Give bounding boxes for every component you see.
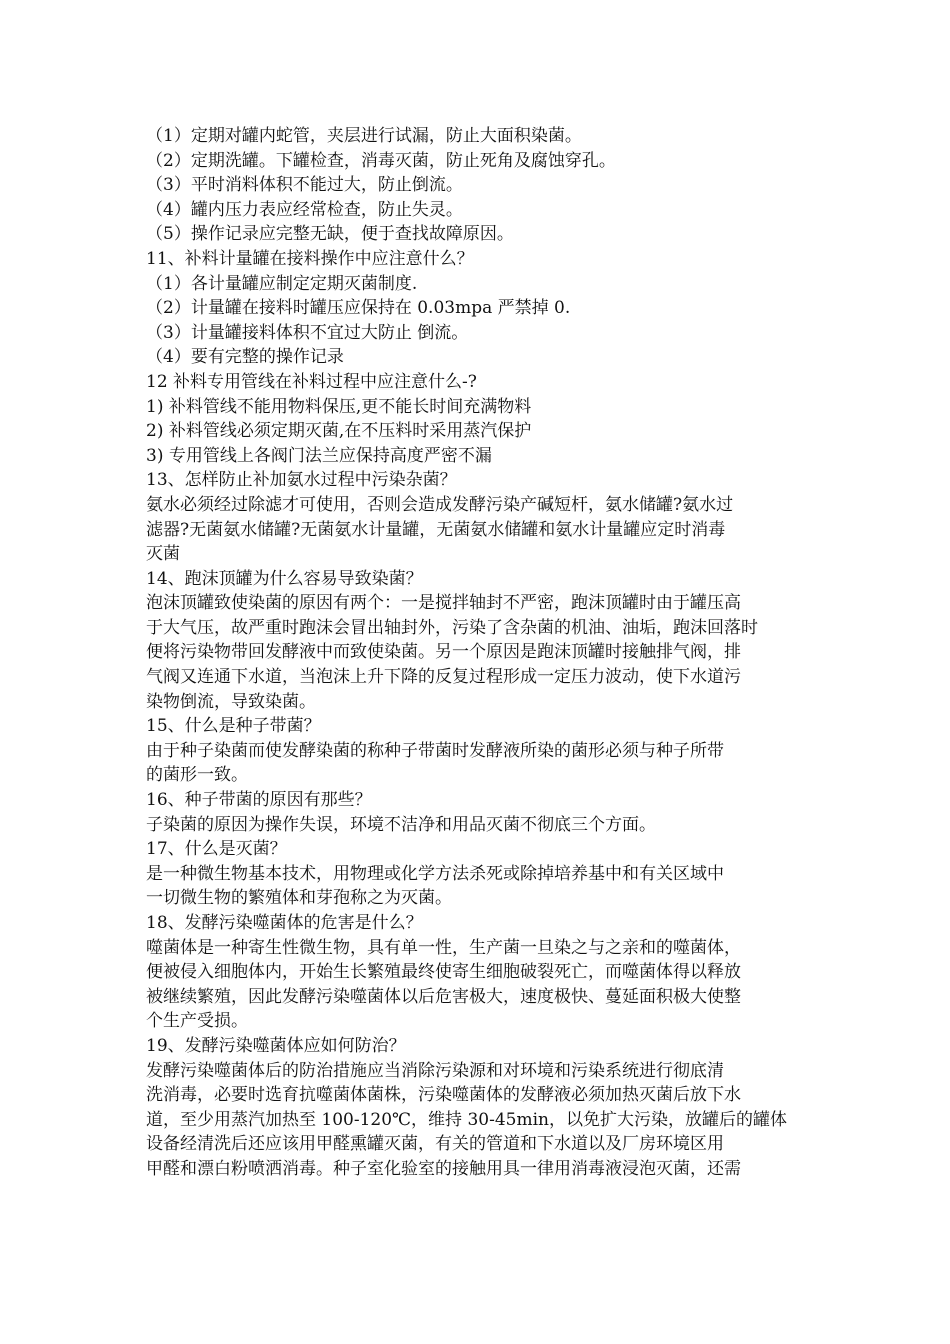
list-item: （1）各计量罐应制定定期灭菌制度. [146,273,418,294]
answer-paragraph [146,936,806,1034]
paragraph-line: 噬菌体是一种寄生性微生物，具有单一性，生产菌一旦染之与之亲和的噬菌体， [146,937,741,958]
list-item: （2）计量罐在接料时罐压应保持在 0.03mpa 严禁掉 0. [146,298,571,319]
answer-paragraph [146,862,806,911]
list-item: （1）定期对罐内蛇管，夹层进行试漏，防止大面积染菌。 [146,126,582,146]
paragraph-line: 道，至少用蒸汽加热至 100-120℃，维持 30-45min，以免扩大污染，放罐后的罐体 [146,1109,787,1130]
paragraph-line: 一切微生物的繁殖体和芽孢称之为灭菌。 [146,888,452,909]
paragraph-line: 氨水必须经过除滤才可使用，否则会造成发酵污染产碱短杆，氨水储罐?氨水过 [146,494,734,515]
list-item: 1) 补料管线不能用物料保压,更不能长时间充满物料 [146,396,532,417]
list-item: （3）平时消料体积不能过大，防止倒流。 [146,175,463,196]
paragraph-line: 灭菌 [146,544,180,565]
list-item: （4）要有完整的操作记录 [146,347,344,368]
answer-paragraph [146,493,806,567]
question-heading: 13、怎样防止补加氨水过程中污染杂菌？ [146,470,457,491]
paragraph-line: 便被侵入细胞体内，开始生长繁殖最终使寄生细胞破裂死亡，而噬菌体得以释放 [146,962,741,983]
paragraph-line: 被继续繁殖，因此发酵污染噬菌体以后危害极大，速度极快、蔓延面积极大使整 [146,986,741,1007]
list-item: （3）计量罐接料体积不宜过大防止 倒流。 [146,322,469,343]
paragraph-line: 泡沫顶罐致使染菌的原因有两个：一是搅拌轴封不严密，跑沫顶罐时由于罐压高 [146,593,741,614]
paragraph-line: 是一种微生物基本技术，用物理或化学方法杀死或除掉培养基中和有关区域中 [146,863,724,884]
question-heading: 19、发酵污染噬菌体应如何防治？ [146,1035,406,1056]
answer-paragraph [146,1059,806,1182]
question-heading: 15、什么是种子带菌？ [146,716,321,737]
paragraph-line: 由于种子染菌而使发酵染菌的称种子带菌时发酵液所染的菌形必须与种子所带 [146,740,724,761]
paragraph-line: 滤器?无菌氨水储罐?无菌氨水计量罐，无菌氨水储罐和氨水计量罐应定时消毒 [146,519,726,540]
list-item: 2) 补料管线必须定期灭菌,在不压料时采用蒸汽保护 [146,421,532,442]
paragraph-line: 个生产受损。 [146,1011,248,1032]
paragraph-line: 洗消毒，必要时选育抗噬菌体菌株，污染噬菌体的发酵液必须加热灭菌后放下水 [146,1085,741,1106]
paragraph-line: 设备经清洗后还应该用甲醛熏罐灭菌，有关的管道和下水道以及厂房环境区用 [146,1134,724,1155]
question-heading: 18、发酵污染噬菌体的危害是什么？ [146,913,423,933]
question-heading: 12 补料专用管线在补料过程中应注意什么-? [146,371,477,392]
question-heading: 14、跑沫顶罐为什么容易导致染菌？ [146,568,423,589]
list-item: 3) 专用管线上各阀门法兰应保持高度严密不漏 [146,445,492,466]
paragraph-line: 的菌形一致。 [146,765,248,786]
answer-paragraph [146,591,806,714]
question-heading: 16、种子带菌的原因有那些？ [146,790,372,811]
list-item: （4）罐内压力表应经常检查，防止失灵。 [146,199,463,220]
document-page [146,124,806,1182]
question-heading: 11、补料计量罐在接料操作中应注意什么？ [146,248,474,269]
paragraph-line: 子染菌的原因为操作失误，环境不洁净和用品灭菌不彻底三个方面。 [146,814,656,835]
paragraph-line: 气阀又连通下水道，当泡沫上升下降的反复过程形成一定压力波动，使下水道污 [146,667,741,688]
paragraph-line: 于大气压，故严重时跑沫会冒出轴封外，污染了含杂菌的机油、油垢，跑沫回落时 [146,617,758,638]
answer-paragraph [146,813,806,838]
list-item: （2）定期洗罐。下罐检查，消毒灭菌，防止死角及腐蚀穿孔。 [146,150,616,171]
paragraph-line: 甲醛和漂白粉喷洒消毒。种子室化验室的接触用具一律用消毒液浸泡灭菌，还需 [146,1158,741,1179]
answer-paragraph [146,739,806,788]
question-heading: 17、什么是灭菌？ [146,839,287,860]
paragraph-line: 发酵污染噬菌体后的防治措施应当消除污染源和对环境和污染系统进行彻底清 [146,1060,724,1081]
list-item: （5）操作记录应完整无缺，便于查找故障原因。 [146,224,514,245]
paragraph-line: 染物倒流，导致染菌。 [146,691,316,712]
paragraph-line: 便将污染物带回发酵液中而致使染菌。另一个原因是跑沫顶罐时接触排气阀，排 [146,642,741,663]
